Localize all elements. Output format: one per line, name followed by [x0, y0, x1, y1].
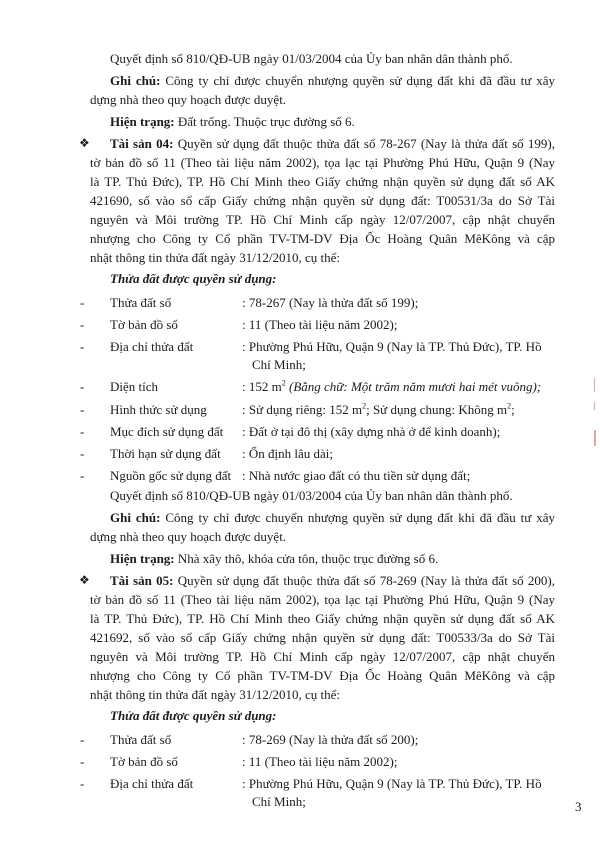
dash-marker: -	[80, 295, 85, 310]
dash-marker: -	[80, 732, 85, 747]
usage-value	[242, 401, 515, 418]
field-label: Địa chỉ thửa đất	[110, 776, 194, 791]
field-label: Tờ bản đồ số	[110, 754, 178, 769]
note-line	[110, 72, 555, 89]
field-value: : Nhà nước giao đất có thu tiền sử dụng đất;	[242, 468, 471, 483]
dash-marker: -	[80, 754, 85, 769]
asset4-line-3: là TP. Thủ Đức), TP. Hồ Chí Minh theo Giấy chứng nhận quyền sử dụng đất số AK	[90, 174, 555, 189]
field-label: Hình thức sử dụng	[110, 402, 207, 417]
field-label: Thời hạn sử dụng đất	[110, 446, 221, 461]
area-value	[242, 378, 541, 395]
dash-marker: -	[80, 379, 85, 394]
status-label: Hiện trạng:	[110, 114, 175, 129]
note-line-2: dựng nhà theo quy hoạch được duyệt.	[90, 92, 287, 107]
dash-marker: -	[80, 339, 85, 354]
asset4-line-4: 421690, số vào sổ cấp Giấy chứng nhận quyền sử dụng đất: T00531/3a do Sở Tài	[90, 193, 555, 208]
field-value: : 78-267 (Nay là thửa đất số 199);	[242, 295, 419, 310]
usage-private: : Sử dụng riêng: 152 m	[242, 402, 363, 417]
asset5-line-7: nhật thông tin thửa đất ngày 31/12/2010, cụ thể:	[90, 687, 341, 702]
diamond-bullet-icon: ❖	[79, 573, 90, 587]
note-label: Ghi chú:	[110, 510, 161, 525]
field-value-continued: Chí Minh;	[252, 794, 306, 809]
field-label: Nguồn gốc sử dụng đất	[110, 468, 232, 483]
status-text: Nhà xây thô, khóa cửa tôn, thuộc trục đường số 6.	[174, 551, 439, 566]
dash-marker: -	[80, 317, 85, 332]
status-line	[110, 113, 355, 130]
field-label: Tờ bản đồ số	[110, 317, 178, 332]
dash-marker: -	[80, 424, 85, 439]
dash-marker: -	[80, 776, 85, 791]
field-value: : Phường Phú Hữu, Quận 9 (Nay là TP. Thủ Đức), TP. Hồ	[242, 776, 542, 791]
dash-marker: -	[80, 468, 85, 483]
field-value-continued: Chí Minh;	[252, 357, 306, 372]
dash-marker: -	[80, 402, 85, 417]
asset5-line-6: nhượng cho Công ty Cổ phần TV-TM-DV Địa Ốc Hoàng Quân MêKông và cập	[90, 668, 555, 683]
area-superscript: 2	[281, 378, 286, 388]
field-label: Diện tích	[110, 379, 159, 394]
field-value: : Đất ở tại đô thị (xây dựng nhà ở để kinh doanh);	[242, 424, 501, 439]
asset4-label: Tài sản 04:	[110, 136, 174, 151]
asset4-text-1: Quyền sử dụng đất thuộc thửa đất số 78-267 (Nay là thửa đất số 199),	[173, 136, 555, 151]
area-number: : 152 m	[242, 379, 282, 394]
field-label: Thửa đất số	[110, 295, 172, 310]
asset5-line-5: nguyên và Môi trường TP. Hồ Chí Minh cấp ngày 12/07/2007, cập nhật chuyển	[90, 649, 555, 664]
asset4-line-6: nhượng cho Công ty Cổ phần TV-TM-DV Địa Ốc Hoàng Quân MêKông và cập	[90, 231, 555, 246]
asset5-text-1: Quyền sử dụng đất thuộc thửa đất số 78-269 (Nay là thửa đất số 200),	[173, 573, 555, 588]
field-value: : 11 (Theo tài liệu năm 2002);	[242, 754, 398, 769]
status-line	[110, 550, 438, 567]
decision-text: Quyết định số 810/QĐ-UB ngày 01/03/2004 của Ủy ban nhân dân thành phố.	[110, 488, 513, 503]
page-number: 3	[575, 799, 582, 814]
stamp-fragment	[594, 430, 600, 446]
asset5-line-1	[110, 572, 555, 589]
status-label: Hiện trạng:	[110, 551, 175, 566]
asset5-line-3: là TP. Thủ Đức), TP. Hồ Chí Minh theo Giấy chứng nhận quyền sử dụng đất số AK	[90, 611, 555, 626]
field-value: : Phường Phú Hữu, Quận 9 (Nay là TP. Thủ Đức), TP. Hồ	[242, 339, 542, 354]
stamp-fragment	[594, 378, 600, 392]
field-value: : 78-269 (Nay là thửa đất số 200);	[242, 732, 419, 747]
field-value: : Ổn định lâu dài;	[242, 446, 333, 461]
usage-superscript-2: 2	[507, 401, 512, 411]
asset4-heading: Thửa đất được quyền sử dụng:	[110, 271, 277, 286]
field-label: Thửa đất số	[110, 732, 172, 747]
note-label: Ghi chú:	[110, 73, 161, 88]
field-label: Mục đích sử dụng đất	[110, 424, 224, 439]
decision-text: Quyết định số 810/QĐ-UB ngày 01/03/2004 của Ủy ban nhân dân thành phố.	[110, 51, 513, 66]
asset4-line-7: nhật thông tin thửa đất ngày 31/12/2010, cụ thể:	[90, 250, 341, 265]
asset5-line-4: 421692, số vào sổ cấp Giấy chứng nhận quyền sử dụng đất: T00533/3a do Sở Tài	[90, 630, 555, 645]
note-line-2: dựng nhà theo quy hoạch được duyệt.	[90, 529, 287, 544]
usage-superscript: 2	[362, 401, 367, 411]
asset4-line-1	[110, 135, 555, 152]
note-text: Công ty chỉ được chuyển nhượng quyền sử dụng đất khi đã đầu tư xây	[160, 510, 556, 525]
note-text: Công ty chỉ được chuyển nhượng quyền sử dụng đất khi đã đầu tư xây	[160, 73, 556, 88]
usage-shared: ; Sử dụng chung: Không m	[366, 402, 508, 417]
field-label: Địa chỉ thửa đất	[110, 339, 194, 354]
asset4-line-2: tờ bản đồ số 11 (Theo tài liệu năm 2002), tọa lạc tại Phường Phú Hữu, Quận 9 (Nay	[90, 155, 555, 170]
asset5-line-2: tờ bản đồ số 11 (Theo tài liệu năm 2002), tọa lạc tại Phường Phú Hữu, Quận 9 (Nay	[90, 592, 555, 607]
area-in-words: (Bằng chữ: Một trăm năm mươi hai mét vuông);	[285, 379, 542, 394]
stamp-fragment	[594, 402, 600, 410]
note-line	[110, 509, 555, 526]
dash-marker: -	[80, 446, 85, 461]
asset5-heading: Thửa đất được quyền sử dụng:	[110, 708, 277, 723]
diamond-bullet-icon: ❖	[79, 136, 90, 150]
usage-end: ;	[511, 402, 515, 417]
asset5-label: Tài sản 05:	[110, 573, 174, 588]
asset4-line-5: nguyên và Môi trường TP. Hồ Chí Minh cấp ngày 12/07/2007, cập nhật chuyển	[90, 212, 555, 227]
status-text: Đất trống. Thuộc trục đường số 6.	[174, 114, 355, 129]
field-value: : 11 (Theo tài liệu năm 2002);	[242, 317, 398, 332]
